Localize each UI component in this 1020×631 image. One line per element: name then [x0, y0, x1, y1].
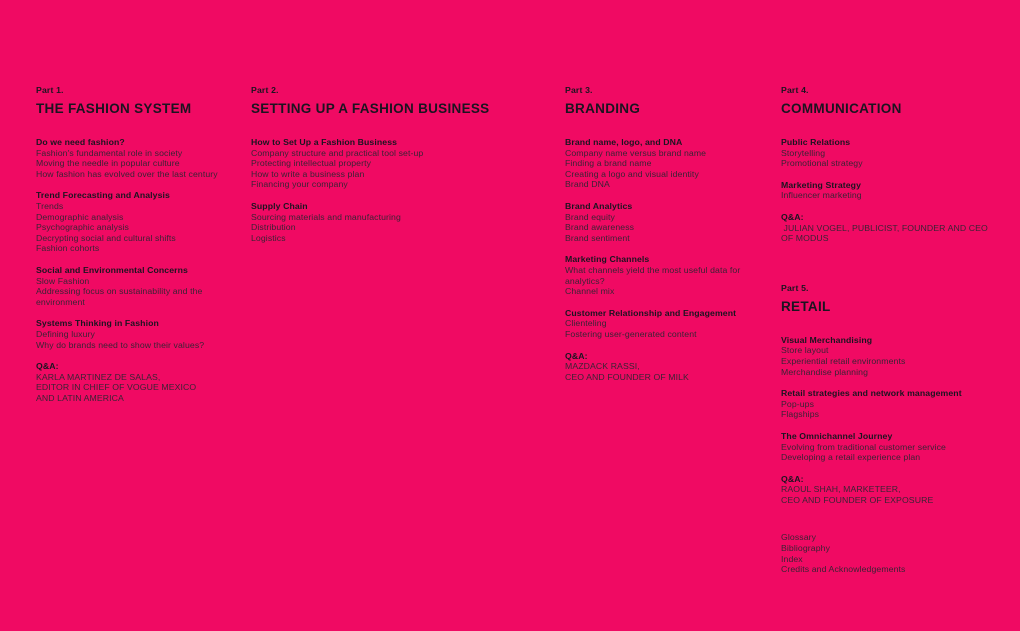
- part-title: THE FASHION SYSTEM: [36, 101, 192, 116]
- toc-entry: Demographic analysis: [36, 211, 124, 222]
- chapter-title: The Omnichannel Journey: [781, 430, 893, 441]
- toc-section: [565, 137, 777, 190]
- toc-entry: Slow Fashion: [36, 275, 90, 286]
- chapter-title: Q&A:: [781, 473, 804, 484]
- toc-entry: Defining luxury: [36, 328, 95, 339]
- toc-entry: Brand DNA: [565, 179, 610, 190]
- toc-entry: environment: [36, 296, 85, 307]
- toc-entry: Experiential retail environments: [781, 355, 906, 366]
- toc-section: [565, 308, 777, 340]
- part-title: RETAIL: [781, 298, 831, 314]
- toc-section: [565, 254, 777, 296]
- toc-entry: Brand equity: [565, 211, 615, 222]
- end-matter-entry: Bibliography: [781, 543, 831, 554]
- chapter-title: Marketing Channels: [565, 254, 650, 265]
- toc-section: [781, 431, 1018, 463]
- part-number-label: Part 5.: [781, 282, 809, 293]
- toc-section: [565, 201, 777, 243]
- part-number-label: Part 2.: [251, 85, 279, 95]
- toc-column-4: [781, 85, 1018, 575]
- toc-entry: EDITOR IN CHIEF OF VOGUE MEXICO: [36, 382, 197, 393]
- toc-section: [36, 265, 251, 307]
- toc-entry: Company name versus brand name: [565, 147, 707, 158]
- toc-entry: KARLA MARTINEZ DE SALAS,: [36, 371, 161, 382]
- toc-entry: Distribution: [251, 222, 296, 233]
- part-number-label: Part 4.: [781, 85, 809, 95]
- toc-section: [781, 137, 1018, 169]
- toc-entry: Trends: [36, 200, 64, 211]
- toc-entry: Fostering user-generated content: [565, 328, 697, 339]
- toc-section: [781, 474, 1018, 506]
- chapter-title: Q&A:: [565, 350, 588, 361]
- toc-entry: What channels yield the most useful data for: [565, 264, 741, 275]
- toc-entry: Brand sentiment: [565, 232, 630, 243]
- toc-column-1: [36, 85, 251, 414]
- toc-entry: AND LATIN AMERICA: [36, 392, 124, 403]
- toc-entry: Creating a logo and visual identity: [565, 168, 699, 179]
- chapter-title: Systems Thinking in Fashion: [36, 318, 159, 329]
- toc-part-block: [781, 283, 1018, 506]
- toc-section: [781, 180, 1018, 201]
- toc-entry: Sourcing materials and manufacturing: [251, 211, 401, 222]
- toc-part-block: [251, 85, 551, 243]
- toc-entry: Brand awareness: [565, 222, 635, 233]
- toc-entry: Clienteling: [565, 318, 607, 329]
- part-title: SETTING UP A FASHION BUSINESS: [251, 101, 490, 116]
- toc-section: [781, 212, 1018, 244]
- end-matter-entry: Credits and Acknowledgements: [781, 564, 906, 575]
- chapter-title: Retail strategies and network management: [781, 388, 962, 399]
- toc-section: [251, 137, 551, 190]
- toc-entry: Fashion's fundamental role in society: [36, 147, 183, 158]
- part-number-label: Part 3.: [565, 85, 593, 95]
- toc-entry: Evolving from traditional customer service: [781, 441, 946, 452]
- chapter-title: Visual Merchandising: [781, 334, 873, 345]
- toc-entry: Company structure and practical tool set-up: [251, 147, 424, 158]
- toc-entry: Addressing focus on sustainability and the: [36, 286, 203, 297]
- toc-entry: How to write a business plan: [251, 168, 365, 179]
- toc-section: [36, 190, 251, 254]
- chapter-title: Trend Forecasting and Analysis: [36, 190, 170, 201]
- chapter-title: Q&A:: [36, 361, 59, 372]
- chapter-title: How to Set Up a Fashion Business: [251, 137, 398, 147]
- toc-entry: Merchandise planning: [781, 366, 868, 377]
- end-matter-list: [781, 532, 1018, 574]
- chapter-title: Supply Chain: [251, 200, 308, 211]
- toc-section: [565, 351, 777, 383]
- toc-section: [36, 137, 251, 179]
- toc-entry: Moving the needle in popular culture: [36, 158, 180, 169]
- toc-entry: Protecting intellectual property: [251, 158, 372, 169]
- chapter-title: Customer Relationship and Engagement: [565, 307, 737, 318]
- chapter-title: Brand name, logo, and DNA: [565, 137, 683, 147]
- toc-part-block: [36, 85, 251, 403]
- chapter-title: Q&A:: [781, 211, 804, 222]
- toc-entry: CEO AND FOUNDER OF MILK: [565, 371, 689, 382]
- toc-entry: Decrypting social and cultural shifts: [36, 232, 176, 243]
- end-matter-entry: Glossary: [781, 532, 817, 543]
- chapter-title: Do we need fashion?: [36, 137, 125, 147]
- toc-entry: analytics?: [565, 275, 605, 286]
- toc-part-block: [781, 85, 1018, 244]
- toc-entry: MAZDACK RASSI,: [565, 361, 640, 372]
- toc-section: [36, 318, 251, 350]
- toc-entry: Pop-ups: [781, 398, 815, 409]
- toc-section: [781, 335, 1018, 377]
- toc-entry: JULIAN VOGEL, PUBLICIST, FOUNDER AND CEO: [781, 222, 988, 233]
- toc-entry: Flagships: [781, 409, 820, 420]
- part-title: BRANDING: [565, 101, 641, 116]
- chapter-title: Social and Environmental Concerns: [36, 264, 188, 275]
- toc-entry: Promotional strategy: [781, 158, 863, 169]
- toc-entry: RAOUL SHAH, MARKETEER,: [781, 484, 901, 495]
- toc-column-2: [251, 85, 551, 254]
- chapter-title: Marketing Strategy: [781, 179, 862, 190]
- toc-entry: Psychographic analysis: [36, 222, 129, 233]
- toc-entry: How fashion has evolved over the last century: [36, 168, 218, 179]
- toc-entry: Store layout: [781, 345, 829, 356]
- end-matter-entry: Index: [781, 553, 803, 564]
- toc-entry: Channel mix: [565, 286, 615, 297]
- chapter-title: Brand Analytics: [565, 200, 633, 211]
- toc-entry: Developing a retail experience plan: [781, 452, 921, 463]
- part-title: COMMUNICATION: [781, 101, 902, 116]
- chapter-title: Public Relations: [781, 137, 851, 147]
- toc-column-3: [565, 85, 777, 393]
- toc-section: [251, 201, 551, 243]
- toc-entry: OF MODUS: [781, 233, 829, 244]
- toc-entry: Financing your company: [251, 179, 348, 190]
- toc-section: [781, 388, 1018, 420]
- toc-entry: CEO AND FOUNDER OF EXPOSURE: [781, 494, 934, 505]
- toc-entry: Fashion cohorts: [36, 243, 100, 254]
- toc-entry: Influencer marketing: [781, 190, 862, 201]
- toc-part-block: [565, 85, 777, 382]
- part-number-label: Part 1.: [36, 85, 64, 95]
- toc-entry: Why do brands need to show their values?: [36, 339, 205, 350]
- toc-section: [36, 361, 251, 403]
- toc-entry: Storytelling: [781, 147, 826, 158]
- toc-entry: Finding a brand name: [565, 158, 652, 169]
- toc-entry: Logistics: [251, 232, 286, 243]
